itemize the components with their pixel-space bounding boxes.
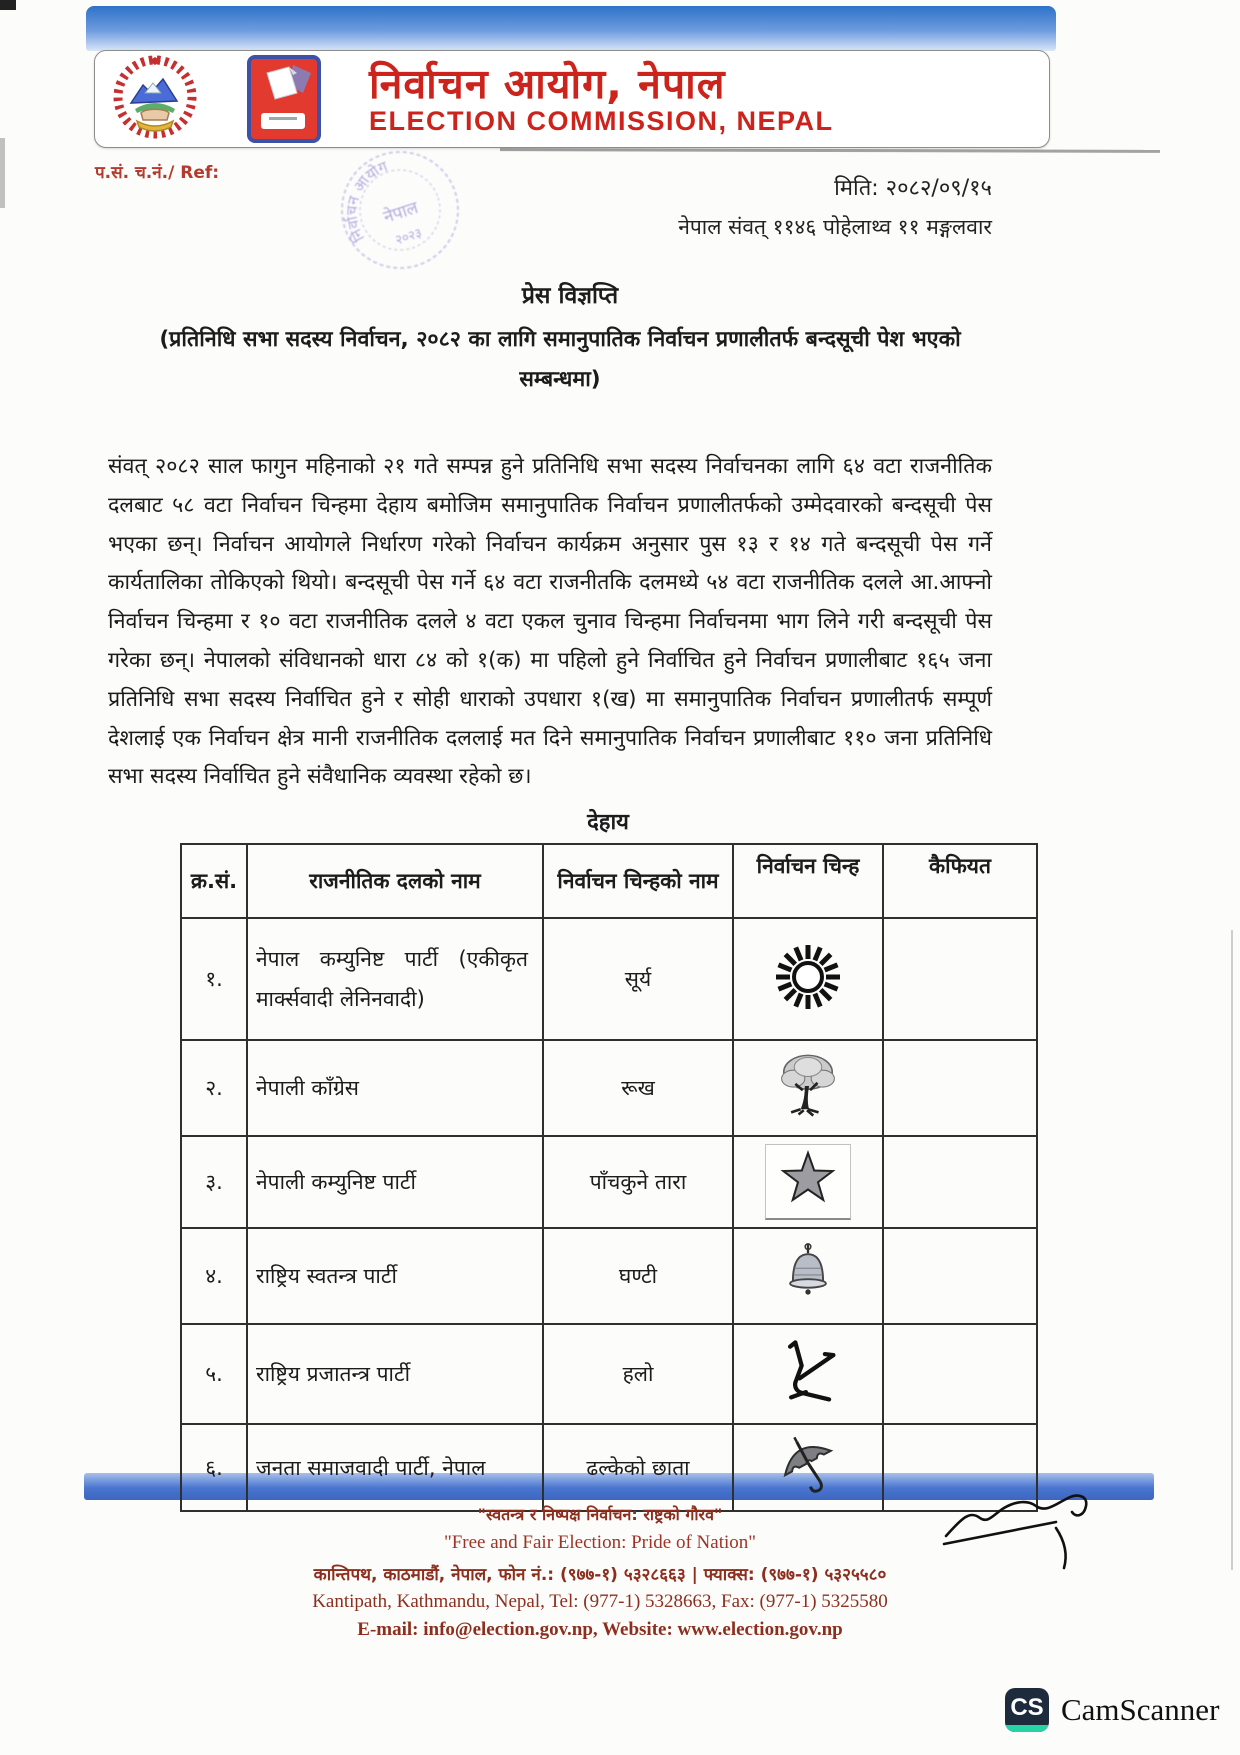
scan-edge-smudge (0, 138, 5, 208)
col-header-remarks: कैफियत (883, 844, 1037, 918)
symbol-name: रूख (543, 1040, 733, 1136)
date-block (450, 172, 992, 241)
table-caption: देहाय (587, 810, 629, 835)
date-nepal-sambat: नेपाल संवत् ११४६ पोहेलाथ्व ११ मङ्गलवार (678, 215, 992, 239)
party-name: नेपाली काँग्रेस (247, 1040, 543, 1136)
symbol-name: ढल्केको छाता (543, 1424, 733, 1511)
table-row (181, 918, 1037, 1040)
camscanner-teal-strip (1005, 1725, 1049, 1732)
signature (936, 1488, 1116, 1578)
row-sn: ६. (181, 1424, 247, 1511)
remarks-cell (883, 1136, 1037, 1228)
scan-fold-line (500, 148, 1160, 153)
symbol-name: घण्टी (543, 1228, 733, 1324)
row-sn: ३. (181, 1136, 247, 1228)
col-header-symbol-name: निर्वाचन चिन्हको नाम (543, 844, 733, 918)
plough-icon (770, 1334, 846, 1410)
address-english: Kantipath, Kathmandu, Nepal, Tel: (977-1) 5328663, Fax: (977-1) 5325580 (312, 1591, 888, 1612)
commission-title-nepali: निर्वाचन आयोग, नेपाल (369, 59, 726, 108)
camscanner-watermark (1005, 1688, 1219, 1732)
table-row (181, 1136, 1037, 1228)
press-release-subject (120, 320, 1000, 400)
party-symbol-table (180, 843, 1038, 1512)
contact-line: E-mail: info@election.gov.np, Website: www.election.gov.np (357, 1619, 843, 1640)
remarks-cell (883, 1228, 1037, 1324)
row-sn: १. (181, 918, 247, 1040)
motto-nepali: "स्वतन्त्र र निष्पक्ष निर्वाचन: राष्ट्रको गौरव" (477, 1505, 723, 1524)
camscanner-icon (1005, 1688, 1049, 1732)
commission-title-english: ELECTION COMMISSION, NEPAL (369, 106, 834, 137)
stamp-center-text: नेपाल (381, 197, 421, 228)
party-name: राष्ट्रिय स्वतन्त्र पार्टी (247, 1228, 543, 1324)
sun-icon (772, 941, 844, 1013)
party-name: नेपाली कम्युनिष्ट पार्टी (247, 1136, 543, 1228)
letterhead-blue-band (86, 6, 1056, 51)
party-name: नेपाल कम्युनिष्ट पार्टी (एकीकृत मार्क्सवादी लेनिनवादी) (247, 918, 543, 1040)
row-sn: ५. (181, 1324, 247, 1424)
subject-line-1: (प्रतिनिधि सभा सदस्य निर्वाचन, २०८२ का लागि समानुपातिक निर्वाचन प्रणालीतर्फ बन्दसूची पेश भएको (159, 327, 961, 352)
camscanner-icon-text: CS (1010, 1694, 1044, 1721)
umbrella-icon (769, 1429, 847, 1501)
star-icon (776, 1147, 840, 1209)
table-header-row (181, 844, 1037, 918)
col-header-party: राजनीतिक दलको नाम (247, 844, 543, 918)
symbol-name: सूर्य (543, 918, 733, 1040)
scan-right-edge-line (1231, 930, 1233, 1570)
remarks-cell (883, 1324, 1037, 1424)
row-sn: ४. (181, 1228, 247, 1324)
press-release-body: संवत् २०८२ साल फागुन महिनाको २१ गते सम्पन्न हुने प्रतिनिधि सभा सदस्य निर्वाचनका लागि ६४ वटा राजनीतिक दलबाट ५८ वटा निर्वाचन चिन्हमा देहाय बमोजिम समानुपातिक निर्वाचन प्रणालीतर्फको उम्मेदवारको बन्दसूची पेस भएका छन्। निर्वाचन आयोगले निर्धारण गरेको निर्वाचन कार्यक्रम अनुसार पुस १३ र १४ गते बन्दसूची पेस गर्ने कार्यतालिका तोकिएको थियो। बन्दसूची पेस गर्ने ६४ वटा राजनीतकि दलमध्ये ५४ वटा राजनीतिक दलले आ.आफ्नो निर्वाचन चिन्हमा र १० वटा राजनीतिक दलले ४ वटा एकल चुनाव चिन्हमा निर्वाचनमा भाग लिने गरी बन्दसूची पेस गरेका छन्। नेपालको संविधानको धारा ८४ को १(क) मा पहिलो हुने निर्वाचित हुने निर्वाचन प्रणालीबाट १६५ जना प्रतिनिधि सभा सदस्य निर्वाचित हुने र सोही धाराको उपधारा १(ख) मा समानुपातिक निर्वाचन प्रणालीतर्फ सम्पूर्ण देशलाई एक निर्वाचन क्षेत्र मानी राजनीतिक दललाई मत दिने समानुपातिक निर्वाचन प्रणालीबाट ११० जना प्रतिनिधि सभा सदस्य निर्वाचित हुने संवैधानिक व्यवस्था रहेको छ। (108, 454, 992, 790)
stamp-arc-text: निर्वाचन आयोग (342, 157, 390, 245)
table-row (181, 1040, 1037, 1136)
subject-line-2: सम्बन्धमा) (519, 367, 601, 392)
party-name: जनता समाजवादी पार्टी, नेपाल (247, 1424, 543, 1511)
date-bs: मिति: २०८२/०९/१५ (834, 176, 992, 201)
ballot-box-logo-icon (247, 55, 321, 143)
camscanner-label: CamScanner (1061, 1692, 1220, 1727)
party-name: राष्ट्रिय प्रजातन्त्र पार्टी (247, 1324, 543, 1424)
symbol-name: पाँचकुने तारा (543, 1136, 733, 1228)
motto-english: "Free and Fair Election: Pride of Nation" (443, 1532, 757, 1553)
scan-corner-artifact (0, 0, 16, 10)
bell-icon (774, 1240, 842, 1308)
remarks-cell (883, 1040, 1037, 1136)
table-row (181, 1424, 1037, 1511)
remarks-cell (883, 918, 1037, 1040)
row-sn: २. (181, 1040, 247, 1136)
address-nepali: कान्तिपथ, काठमाडौं, नेपाल, फोन नं.: (९७७-१) ५३२८६६३ | फ्याक्स: (९७७-१) ५३२५५८० (313, 1565, 887, 1585)
press-release-heading: प्रेस विज्ञप्ति (521, 283, 619, 309)
reference-number-label: प.सं. च.नं./ Ref: (95, 163, 220, 183)
table-row (181, 1228, 1037, 1324)
symbol-name: हलो (543, 1324, 733, 1424)
stamp-year-text: २०२३ (393, 225, 424, 249)
col-header-sn: क्र.सं. (181, 844, 247, 918)
nepal-coat-of-arms-icon (111, 55, 199, 143)
col-header-symbol: निर्वाचन चिन्ह (733, 844, 883, 918)
table-row (181, 1324, 1037, 1424)
tree-icon (770, 1048, 846, 1124)
letterhead (94, 50, 1050, 148)
